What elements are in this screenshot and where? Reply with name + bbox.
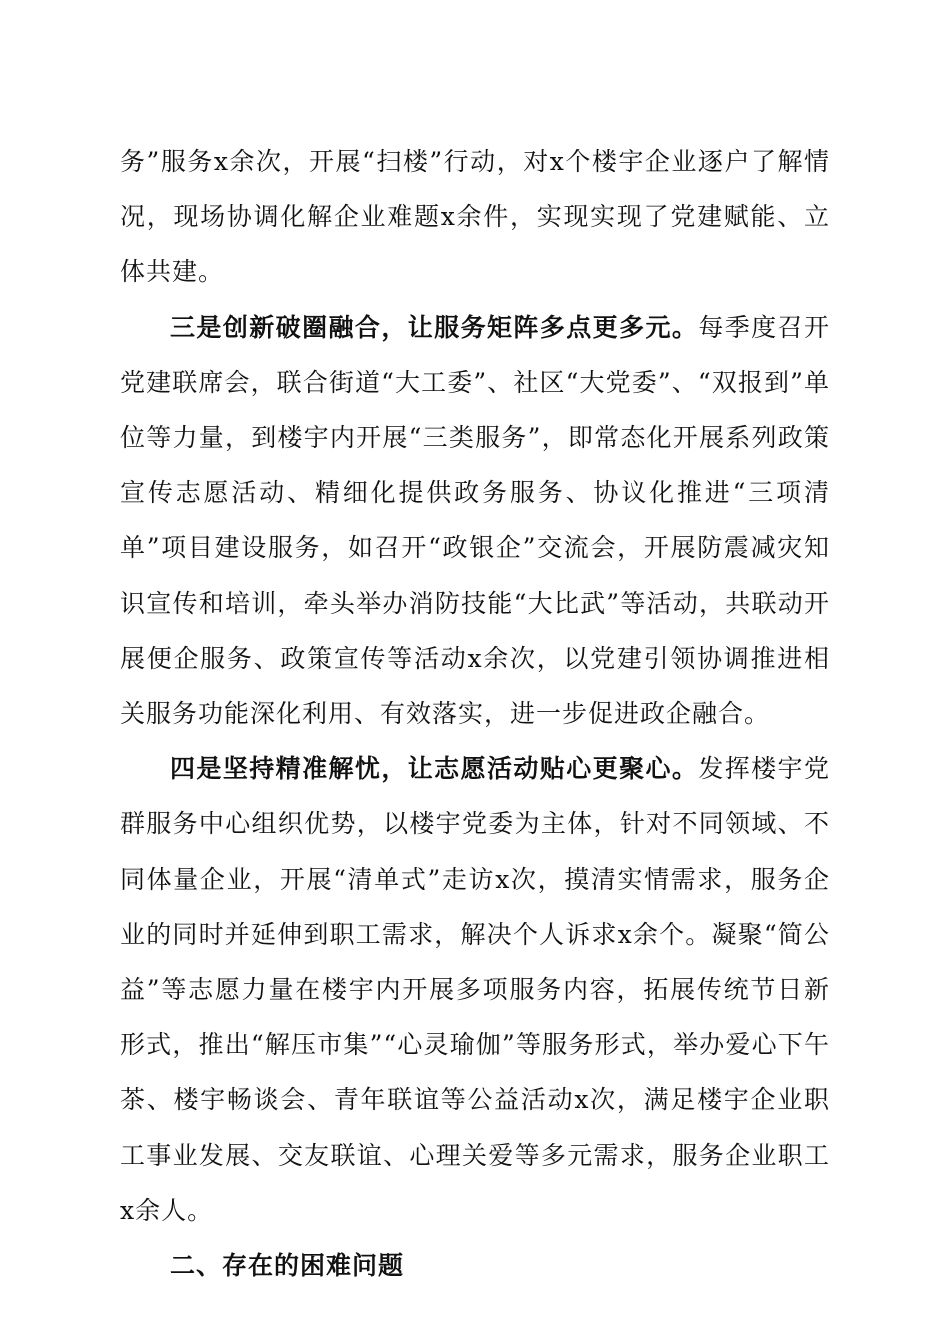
paragraph-4-lead: 四是坚持精准解忧，让志愿活动贴心更聚心。 <box>170 754 699 784</box>
paragraph-4-body: 发挥楼宇党群服务中心组织优势，以楼宇党委为主体，针对不同领域、不同体量企业，开展“清单式”走访x次，摸清实情需求，服务企业的同时并延伸到职工需求，解决个人诉求x余个。凝聚“简公益”等志愿力量在楼宇内开展多项服务内容，拓展传统节日新形式，推出“解压市集”“心灵瑜伽”等服务形式，举办爱心下午茶、楼宇畅谈会、青年联谊等公益活动x次，满足楼宇企业职工事业发展、交友联谊、心理关爱等多元需求，服务企业职工x余人。 <box>120 754 830 1225</box>
paragraph-3-body: 每季度召开党建联席会，联合街道“大工委”、社区“大党委”、“双报到”单位等力量，到楼宇内开展“三类服务”，即常态化开展系列政策宣传志愿活动、精细化提供政务服务、协议化推进“三项清单”项目建设服务，如召开“政银企”交流会，开展防震减灾知识宣传和培训，牵头举办消防技能“大比武”等活动，共联动开展便企服务、政策宣传等活动x余次，以党建引领协调推进相关服务功能深化利用、有效落实，进一步促进政企融合。 <box>120 312 830 729</box>
document-body <box>120 134 830 1293</box>
paragraph-3 <box>120 300 830 742</box>
paragraph-continued: 务”服务x余次，开展“扫楼”行动，对x个楼宇企业逐户了解情况，现场协调化解企业难题x余件，实现实现了党建赋能、立体共建。 <box>120 147 830 287</box>
section-heading: 二、存在的困难问题 <box>170 1251 405 1281</box>
paragraph-3-lead: 三是创新破圈融合，让服务矩阵多点更多元。 <box>170 312 699 342</box>
paragraph-4 <box>120 741 830 1238</box>
